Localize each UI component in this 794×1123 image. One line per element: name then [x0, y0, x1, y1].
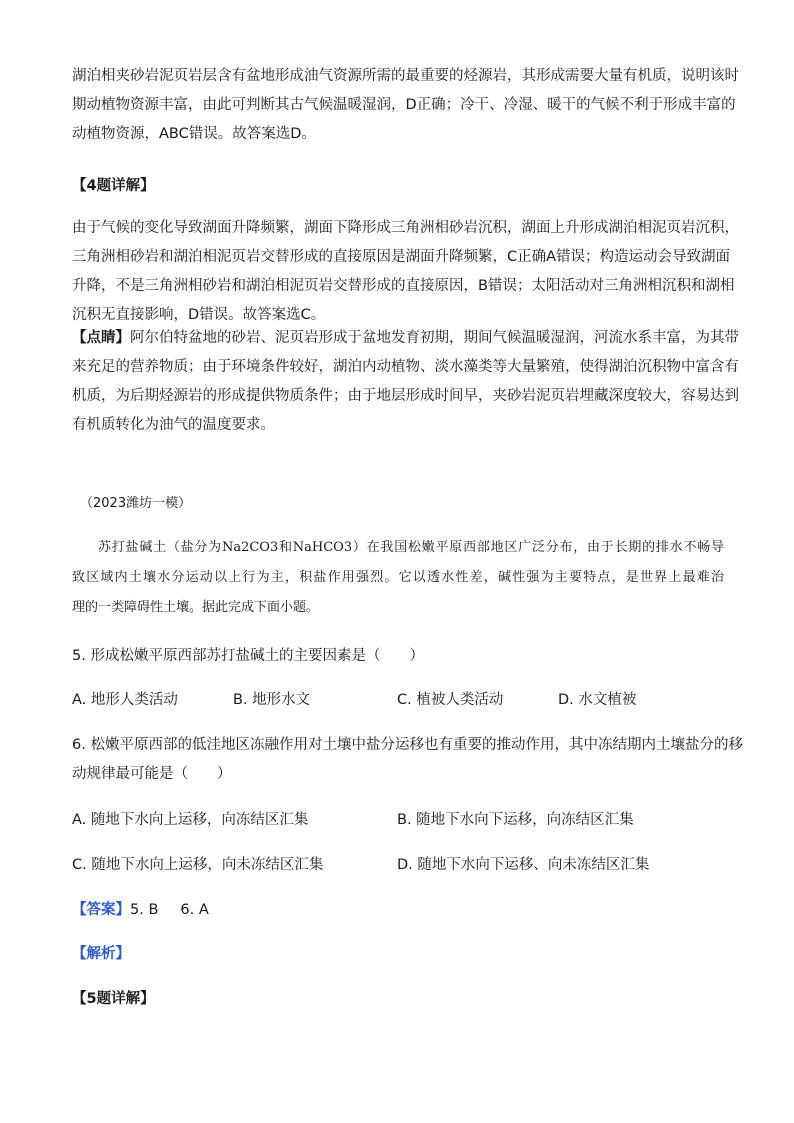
question-5-option-c: C. 植被人类活动 [397, 692, 504, 708]
text-line: 苏打盐碱土（盐分为Na2CO3和NaHCO3）在我国松嫩平原西部地区广泛分布，由于长期的排水不畅导 [98, 540, 724, 555]
question-source: （2023潍坊一模） [80, 496, 192, 511]
dianjing-label: 【点睛】 [72, 330, 130, 346]
question-6-option-b: B. 随地下水向下运移，向冻结区汇集 [397, 812, 634, 828]
text-line: 有机质转化为油气的温度要求。 [72, 417, 275, 433]
text-line: 由于气候的变化导致湖面升降频繁，湖面下降形成三角洲相砂岩沉积，湖面上升形成湖泊相泥页岩沉积， [72, 220, 739, 236]
text-line: 机质，为后期烃源岩的形成提供物质条件；由于地层形成时间早，夹砂岩泥页岩埋藏深度较大，容易达到 [72, 388, 739, 404]
answer-line [72, 900, 209, 920]
text-line: 升降，不是三角洲相砂岩和湖泊相泥页岩交替形成的直接原因，B错误；太阳活动对三角洲相沉积和湖相 [72, 278, 735, 294]
text-line: 三角洲相砂岩和湖泊相泥页岩交替形成的直接原因是湖面升降频繁，C正确A错误；构造运动会导致湖面 [72, 249, 731, 265]
bracket-close: 】 [140, 991, 155, 1007]
text-line: 致区域内土壤水分运动以上行为主，积盐作用强烈。它以透水性差，碱性强为主要特点，是世界上最难治 [72, 570, 724, 585]
question-5-option-b: B. 地形水文 [233, 692, 311, 708]
text-line: 动规律最可能是（ ） [72, 766, 232, 782]
answer-5: 5. B [130, 902, 159, 918]
text-line: 沉积无直接影响，D错误。故答案选C。 [72, 307, 326, 323]
bracket-close: 】 [140, 178, 155, 194]
text-line [72, 324, 739, 353]
text-line: 理的一类障碍性土壤。据此完成下面小题。 [72, 600, 320, 615]
question-6-option-a: A. 随地下水向上运移，向冻结区汇集 [72, 812, 309, 828]
paragraph-dianjing [72, 324, 739, 440]
heading-q5-detail [72, 989, 155, 1009]
answer-label: 【答案】 [72, 902, 130, 918]
reading-material [72, 533, 724, 623]
text-line: 期动植物资源丰富，由此可判断其古气候温暖湿润，D正确；冷干、冷湿、暖干的气候不利于形成丰富的 [72, 97, 736, 113]
question-6-stem [72, 731, 743, 789]
dianjing-first-line: 阿尔伯特盆地的砂岩、泥页岩形成于盆地发育初期，期间气候温暖湿润，河流水系丰富，为其带 [130, 330, 739, 346]
paragraph-q4-explanation [72, 214, 739, 330]
question-6-option-d: D. 随地下水向下运移、向未冻结区汇集 [397, 857, 650, 873]
question-5-option-d: D. 水文植被 [558, 692, 637, 708]
bracket-open: 【 [72, 991, 87, 1007]
answer-6: 6. A [180, 902, 209, 918]
jiexi-label: 【解析】 [72, 946, 130, 962]
text-line: 动植物资源，ABC错误。故答案选D。 [72, 126, 316, 142]
paragraph-q3-explanation [72, 62, 739, 149]
heading-label: 5题详解 [86, 991, 141, 1007]
question-5-stem: 5. 形成松嫩平原西部苏打盐碱土的主要因素是（ ） [72, 648, 424, 664]
question-6-option-c: C. 随地下水向上运移，向未冻结区汇集 [72, 857, 324, 873]
bracket-open: 【 [72, 178, 87, 194]
heading-label: 4题详解 [86, 178, 141, 194]
text-line: 来充足的营养物质；由于环境条件较好，湖泊内动植物、淡水藻类等大量繁殖，使得湖泊沉积物中富含有 [72, 359, 739, 375]
text-line: 6. 松嫩平原西部的低洼地区冻融作用对土壤中盐分运移也有重要的推动作用，其中冻结期内土壤盐分的移 [72, 737, 743, 753]
heading-jiexi [72, 944, 130, 964]
heading-q4-detail [72, 176, 155, 196]
text-line: 湖泊相夹砂岩泥页岩层含有盆地形成油气资源所需的最重要的烃源岩，其形成需要大量有机质，说明该时 [72, 68, 739, 84]
question-5-option-a: A. 地形人类活动 [72, 692, 178, 708]
